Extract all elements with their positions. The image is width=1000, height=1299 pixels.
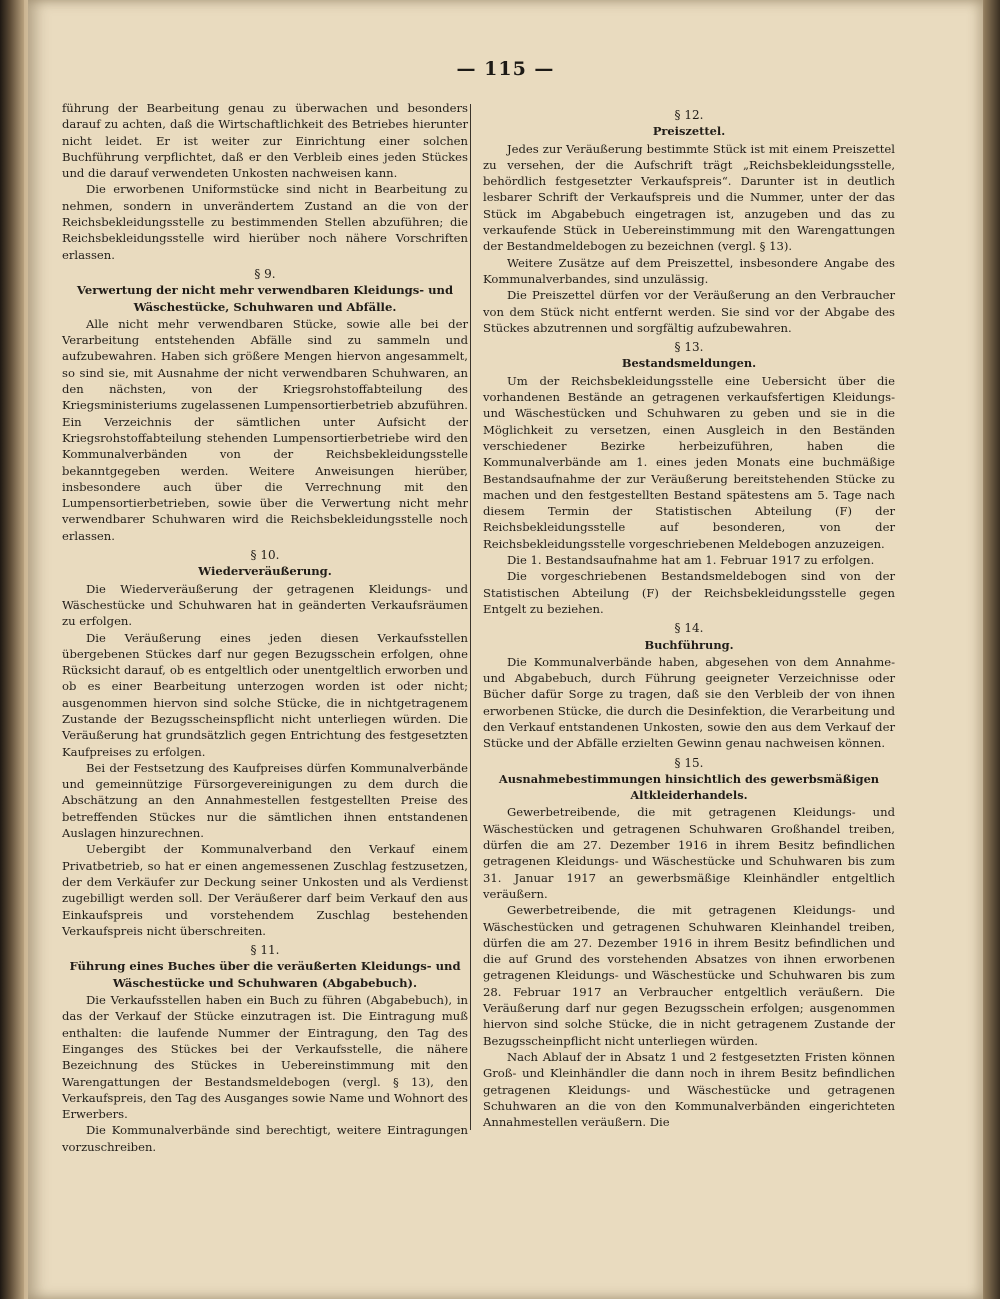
- section-13-number: § 13.: [674, 340, 704, 355]
- section-14-paragraph-1: Die Kommunalverbände haben, abgesehen von dem Annahme- und Abgabebuch, durch Führung geeigneter Verzeichnisse oder Bücher dafür Sorge zu tragen, daß sie den Verbleib der von ihnen erworbenen Stücke, die durch die Desinfektion, die Verarbeitung und den Verkauf entstandenen Unkosten, sowie den aus dem Verkauf der Stücke und der Abfälle erzielten Gewinn genau nachweisen können.: [483, 654, 895, 751]
- section-13-paragraph-2: Die 1. Bestandsaufnahme hat am 1. Februar 1917 zu erfolgen.: [507, 553, 875, 568]
- section-10-paragraph-2: Die Veräußerung eines jeden diesen Verkaufsstellen übergebenen Stückes darf nur gegen Bezugsschein erfolgen, ohne Rücksicht darauf, ob es entgeltlich oder unentgeltlich erworben und ob es einer Bearbeitung unterzogen worden ist oder nicht; ausgenommen hiervon sind solche Stücke, die in nichtgetragenem Zustande der Bezugsscheinspflicht nicht unterliegen würden. Die Veräußerung hat grundsätzlich gegen Entrichtung des festgesetzten Kaufpreises zu erfolgen.: [62, 630, 468, 759]
- section-12-paragraph-3: Die Preiszettel dürfen vor der Veräußerung an den Verbraucher von dem Stück nicht entfernt werden. Sie sind vor der Abgabe des Stückes abzutrennen und sorgfältig aufzubewahren.: [483, 288, 895, 335]
- section-10-paragraph-3: Bei der Festsetzung des Kaufpreises dürfen Kommunalverbände und gemeinnützige Fürsorgevereinigungen zu dem durch die Abschätzung an den Annahmestellen festgestellten Preise des betreffenden Stückes nur die sämtlichen ihnen entstandenen Auslagen hinzurechnen.: [62, 760, 468, 841]
- section-15-paragraph-2: Gewerbetreibende, die mit getragenen Kleidungs- und Wäschestücken und getragenen Schuhwaren Kleinhandel treiben, dürfen die am 27. Dezember 1916 in ihrem Besitz befindlichen und die auf Grund des vorstehenden Absatzes von ihnen erworbenen getragenen Kleidungs- und Wäschestücke und Schuhwaren bis zum 28. Februar 1917 an Verbraucher entgeltlich veräußern. Die Veräußerung darf nur gegen Bezugsschein erfolgen; ausgenommen hiervon sind solche Stücke, die in nicht getragenem Zustande der Bezugsscheinpflicht nicht unterliegen würden.: [483, 903, 895, 1048]
- section-11-paragraph-1: Die Verkaufsstellen haben ein Buch zu führen (Abgabebuch), in das der Verkauf der Stücke einzutragen ist. Die Eintragung muß enthalten: die laufende Nummer der Eintragung, den Tag des Einganges des Stückes bei der Verkaufsstelle, die nähere Bezeichnung des Stückes in Uebereinstimmung mit den Warengattungen der Bestandsmeldebogen (vergl. § 13), den Verkaufspreis, den Tag des Ausganges sowie Name und Wohnort des Erwerbers.: [62, 993, 468, 1122]
- section-13-title: Bestandsmeldungen.: [621, 356, 757, 371]
- page-number: — 115 —: [456, 58, 555, 80]
- section-9-title: Verwertung der nicht mehr verwendbaren Kleidungs- und Wäschestücke, Schuhwaren und Abfälle.: [76, 283, 454, 314]
- paragraph-uniform: Die erworbenen Uniformstücke sind nicht in Bearbeitung zu nehmen, sondern in unverändertem Zustand an die von der Reichsbekleidungsstelle zu bestimmenden Stellen abzuführen; die Reichsbekleidungsstelle wird hierüber noch nähere Vorschriften erlassen.: [62, 182, 468, 262]
- section-14-number: § 14.: [674, 621, 704, 636]
- section-11-paragraph-2: Die Kommunalverbände sind berechtigt, weitere Eintragungen vorzuschreiben.: [62, 1123, 468, 1154]
- section-13-paragraph-3: Die vorgeschriebenen Bestandsmeldebogen sind von der Statistischen Abteilung (F) der Reichsbekleidungsstelle gegen Entgelt zu beziehen.: [483, 569, 895, 616]
- section-12-title: Preiszettel.: [652, 124, 726, 139]
- section-11-title: Führung eines Buches über die veräußerten Kleidungs- und Wäschestücke und Schuhwaren (Abgabebuch).: [69, 959, 461, 990]
- section-10-paragraph-1: Die Wiederveräußerung der getragenen Kleidungs- und Wäschestücke und Schuhwaren hat in geänderten Verkaufsräumen zu erfolgen.: [62, 581, 468, 629]
- section-12-number: § 12.: [674, 108, 704, 122]
- section-11-number: § 11.: [250, 943, 280, 958]
- section-9-number: § 9.: [254, 266, 276, 281]
- section-14-title: Buchführung.: [644, 637, 734, 652]
- book-spine: [0, 0, 24, 1299]
- section-12-paragraph-1: Jedes zur Veräußerung bestimmte Stück ist mit einem Preiszettel zu versehen, der die Aufschrift trägt „Reichsbekleidungsstelle, behördlich festgesetzter Verkaufspreis“. Darunter ist in deutlich lesbarer Schrift der Verkaufspreis und die Nummer, unter der das Stück im Abgabebuch eingetragen ist, anzugeben und das zu verkaufende Stück in Uebereinstimmung mit den Warengattungen der Bestandmeldebogen zu bezeichnen (vergl. § 13).: [483, 141, 895, 254]
- section-10-number: § 10.: [250, 548, 280, 563]
- left-column: [62, 100, 468, 1155]
- section-10-paragraph-4: Uebergibt der Kommunalverband den Verkauf einem Privatbetrieb, so hat er einen angemessenen Zuschlag festzusetzen, der dem Verkäufer zur Deckung seiner Unkosten und als Verdienst zugebilligt werden soll. Der Veräußerer darf beim Verkauf den aus Einkaufspreis und vorstehendem Zuschlag bestehenden Verkaufspreis nicht überschreiten.: [62, 842, 468, 938]
- section-10-title: Wiederveräußerung.: [198, 564, 332, 579]
- section-15-title: Ausnahmebestimmungen hinsichtlich des gewerbsmäßigen Altkleiderhandels.: [498, 771, 880, 803]
- section-15-number: § 15.: [674, 755, 704, 770]
- section-15-paragraph-3: Nach Ablauf der in Absatz 1 und 2 festgesetzten Fristen können Groß- und Kleinhändler die dann noch in ihrem Besitz befindlichen getragenen Kleidungs- und Wäschestücke und getragenen Schuhwaren an die von den Kommunalverbänden eingerichteten Annahmestellen veräußern. Die: [483, 1049, 895, 1130]
- section-15-paragraph-1: Gewerbetreibende, die mit getragenen Kleidungs- und Wäschestücken und getragenen Schuhwaren Großhandel treiben, dürfen die am 27. Dezember 1916 in ihrem Besitz befindlichen getragenen Kleidungs- und Wäschestücke und Schuhwaren bis zum 31. Januar 1917 an gewerbsmäßige Kleinhändler entgeltlich veräußern.: [483, 805, 895, 901]
- section-9-text: Alle nicht mehr verwendbaren Stücke, sowie alle bei der Verarbeitung entstehenden Abfälle sind zu sammeln und aufzubewahren. Haben sich größere Mengen hiervon angesammelt, so sind sie, mit Ausnahme der nicht verwendbaren Schuhwaren, an den nächsten, von der Kriegsrohstoffabteilung des Kriegsministeriums zugelassenen Lumpensortierbetrieb abzuführen. Ein Verzeichnis der sämtlichen unter Aufsicht der Kriegsrohstoffabteilung stehenden Lumpensortierbetriebe wird den Kommunalverbänden von der Reichsbekleidungsstelle bekanntgegeben werden. Weitere Anweisungen hierüber, insbesondere auch über die Verrechnung mit den Lumpensortierbetrieben, sowie über die Verwertung nicht mehr verwendbarer Schuhwaren wird die Reichsbekleidungsstelle noch erlassen.: [62, 316, 468, 543]
- paragraph-intro: führung der Bearbeitung genau zu überwachen und besonders darauf zu achten, daß die Wirtschaftlichkeit des Betriebes hierunter nicht leidet. Er ist weiter zur Einrichtung einer solchen Buchführung verpflichtet, daß er den Verbleib eines jeden Stückes und die darauf verwendeten Unkosten nachweisen kann.: [62, 101, 468, 181]
- section-12-paragraph-2: Weitere Zusätze auf dem Preiszettel, insbesondere Angabe des Kommunalverbandes, sind unzulässig.: [483, 255, 895, 286]
- section-13-paragraph-1: Um der Reichsbekleidungsstelle eine Uebersicht über die vorhandenen Bestände an getragenen verkaufsfertigen Kleidungs- und Wäschestücken und Schuhwaren zu geben und sie in die Möglichkeit zu versetzen, einen Ausgleich in den Beständen verschiedener Bezirke herbeizuführen, haben die Kommunalverbände am 1. eines jeden Monats eine buchmäßige Bestandsaufnahme der zur Veräußerung bereitstehenden Stücke zu machen und den festgestellten Bestand spätestens am 5. Tage nach diesem Termin der Statistischen Abteilung (F) der Reichsbekleidungsstelle auf besonderen, von der Reichsbekleidungsstelle vorgeschriebenen Meldebogen anzuzeigen.: [483, 373, 895, 551]
- right-column: [470, 104, 895, 1130]
